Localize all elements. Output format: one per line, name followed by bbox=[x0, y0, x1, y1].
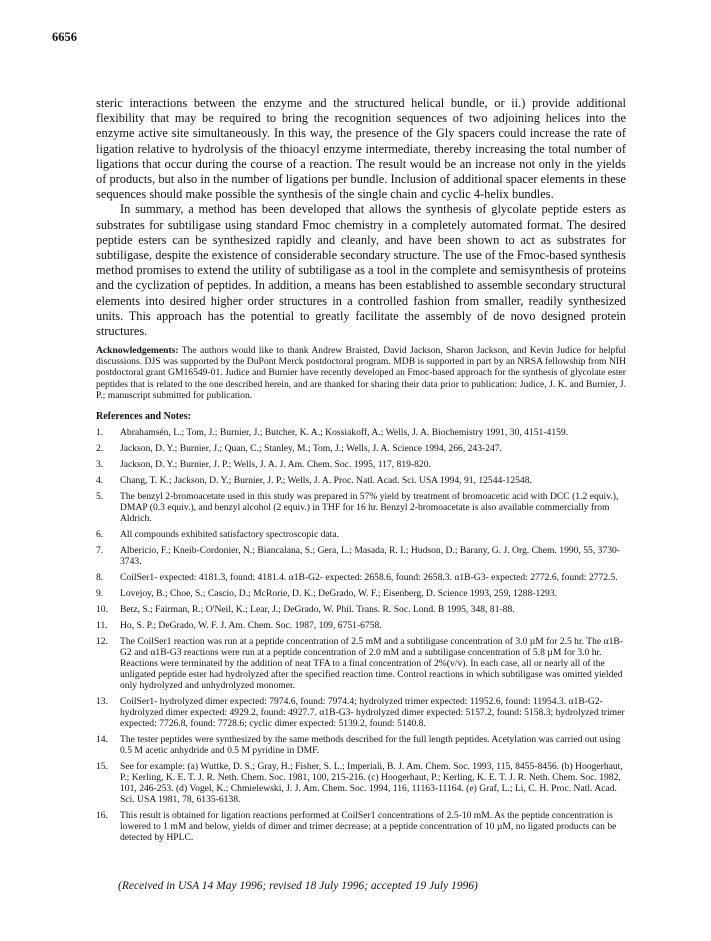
reference-item bbox=[96, 545, 626, 567]
reference-number: 3. bbox=[96, 459, 104, 470]
reference-number: 4. bbox=[96, 475, 104, 486]
reference-text: Ho, S. P.; DeGrado, W. F. J. Am. Chem. Soc. 1987, 109, 6751-6758. bbox=[120, 620, 382, 631]
reference-number: 6. bbox=[96, 529, 104, 540]
reference-number: 7. bbox=[96, 545, 104, 556]
reference-item bbox=[96, 604, 626, 615]
reference-text: Jackson, D. Y.; Burnier, J. P.; Wells, J. A. J. Am. Chem. Soc. 1995, 117, 819-820. bbox=[120, 459, 431, 470]
reference-text: The CoilSer1 reaction was run at a peptide concentration of 2.5 mM and a subtiligase concentration of 3.0 µM for 2.5 hr. The α1B-G2 and α1B-G3 reactions were run at a peptide concentration of 2.0 mM and a subtiligase concentration of 5.8 µM for 3.0 hr. Reactions were terminated by the addition of neat TFA to a final concentration of 2%(v/v). In each case, all or nearly all of the unligated peptide ester had hydrolyzed after the specified reaction time. Control reactions in which subtiligase was omitted yielded only hydrolyzed and unhydrolyzed monomer. bbox=[120, 636, 623, 691]
reference-number: 8. bbox=[96, 572, 104, 583]
reference-item bbox=[96, 696, 626, 729]
reference-number: 9. bbox=[96, 588, 104, 599]
reference-item bbox=[96, 427, 626, 438]
reference-text: Albericio, F.; Kneib-Cordonier, N.; Biancalana, S.; Gera, L.; Masada, R. I.; Hudson, D.; Barany, G. J. Org. Chem. 1990, 55, 3730-3743. bbox=[120, 545, 621, 567]
reference-text: All compounds exhibited satisfactory spectroscopic data. bbox=[120, 529, 339, 540]
reference-text: The benzyl 2-bromoacetate used in this study was prepared in 57% yield by treatment of bromoacetic acid with DCC (1.2 equiv.), DMAP (0.3 equiv.), and benzyl alcohol (2 equiv.) in THF for 16 hr. Benzyl 2-bromoacetate is also available commercially from Aldrich. bbox=[120, 491, 619, 524]
reference-text: Lovejoy, B.; Choe, S.; Cascio, D.; McRorie, D. K.; DeGrado, W. F.; Eisenberg, D. Science 1993, 259, 1288-1293. bbox=[120, 588, 558, 599]
reference-number: 10. bbox=[96, 604, 108, 615]
paragraph-1: steric interactions between the enzyme and the structured helical bundle, or ii.) provide additional flexibility that may be required to bring the recognition sequences of two adjoining helices into the enzyme active site simultaneously. In this way, the presence of the Gly spacers could increase the rate of ligation relative to hydrolysis of the thioacyl enzyme intermediate, thereby increasing the total number of ligations that occur during the course of a reaction. The result would be an increase not only in the yields of products, but also in the number of ligations per bundle. Inclusion of additional spacer elements in these sequences should make possible the synthesis of the single chain and cyclic 4-helix bundles. bbox=[96, 96, 626, 202]
reference-item bbox=[96, 588, 626, 599]
page-number: 6656 bbox=[52, 30, 77, 44]
reference-item bbox=[96, 734, 626, 756]
body-text bbox=[96, 96, 626, 339]
reference-text: Jackson, D. Y.; Burnier, J.; Quan, C.; Stanley, M.; Tom, J.; Wells, J. A. Science 1994, 266, 243-247. bbox=[120, 443, 502, 454]
reference-text: CoilSer1- expected: 4181.3, found: 4181.4. α1B-G2- expected: 2658.6, found: 2658.3. α1B-G3- expected: 2772.6, found: 2772.5. bbox=[120, 572, 618, 583]
reference-number: 11. bbox=[96, 620, 108, 631]
reference-item bbox=[96, 459, 626, 470]
reference-number: 2. bbox=[96, 443, 104, 454]
reference-item bbox=[96, 491, 626, 524]
acknowledgements-text: The authors would like to thank Andrew Braisted, David Jackson, Sharon Jackson, and Kevin Judice for helpful discussions. DJS was supported by the DuPont Merck postdoctoral program. MDB is supported in part by an NRSA fellowship from NIH postdoctoral grant GM16549-01. Judice and Burnier have recently developed an Fmoc-based approach for the synthesis of glycolate ester peptides that is related to the one described herein, and are thanked for sharing their data prior to publication: Judice, J. K. and Burnier, J. P.; manuscript submitted for publication. bbox=[96, 345, 626, 401]
reference-number: 15. bbox=[96, 761, 108, 772]
paragraph-2: In summary, a method has been developed that allows the synthesis of glycolate peptide esters as substrates for subtiligase using standard Fmoc chemistry in a completely automated format. The desired peptide esters can be synthesized rapidly and cleanly, and have been shown to act as substrates for subtiligase, despite the existence of considerable secondary structure. The use of the Fmoc-based synthesis method promises to extend the utility of subtiligase as a tool in the complete and semisynthesis of proteins and the cyclization of peptides. In addition, a means has been established to assemble secondary structural elements into desired higher order structures in a controlled fashion from smaller, readily synthesized units. This approach has the potential to greatly facilitate the assembly of de novo designed protein structures. bbox=[96, 202, 626, 339]
reference-number: 13. bbox=[96, 696, 108, 707]
reference-item bbox=[96, 443, 626, 454]
acknowledgements-heading: Acknowledgements: bbox=[96, 345, 179, 356]
reference-text: CoilSer1- hydrolyzed dimer expected: 7974.6, found: 7974.4; hydrolyzed trimer expected: 11952.6, found: 11954.3. α1B-G2- hydrolyzed dimer expected: 4929.2, found: 4927.7. α1B-G3- hydrolyzed dimer expected: 5157.2, found: 5158.3; hydrolyzed trimer expected: 7726.8, found: 7728.6; cyclic dimer expected: 5139.2, found: 5140.8. bbox=[120, 696, 625, 729]
reference-item bbox=[96, 761, 626, 805]
reference-item bbox=[96, 529, 626, 540]
reference-text: Abrahamsén, L.; Tom, J.; Burnier, J.; Butcher, K. A.; Kossiakoff, A.; Wells, J. A. Biochemistry 1991, 30, 4151-4159. bbox=[120, 427, 569, 438]
reference-item bbox=[96, 636, 626, 691]
reference-number: 5. bbox=[96, 491, 104, 502]
reference-number: 12. bbox=[96, 636, 108, 647]
received-dates: (Received in USA 14 May 1996; revised 18 July 1996; accepted 19 July 1996) bbox=[118, 880, 478, 892]
references-list bbox=[96, 427, 626, 848]
reference-item bbox=[96, 572, 626, 583]
reference-text: The tester peptides were synthesized by the same methods described for the full length peptides. Acetylation was carried out using 0.5 M acetic anhydride and 0.5 M pyridine in DMF. bbox=[120, 734, 621, 756]
reference-text: Chang, T. K.; Jackson, D. Y.; Burnier, J. P.; Wells, J. A. Proc. Natl. Acad. Sci. USA 1994, 91, 12544-12548. bbox=[120, 475, 532, 486]
reference-number: 16. bbox=[96, 810, 108, 821]
reference-number: 14. bbox=[96, 734, 108, 745]
reference-text: This result is obtained for ligation reactions performed at CoilSer1 concentrations of 2.5-10 mM. As the peptide concentration is lowered to 1 mM and below, yields of dimer and trimer decrease; at a peptide concentration of 10 µM, no ligated products can be detected by HPLC. bbox=[120, 810, 617, 843]
reference-item bbox=[96, 810, 626, 843]
acknowledgements bbox=[96, 345, 626, 401]
reference-text: Betz, S.; Fairman, R.; O'Neil, K.; Lear, J.; DeGrado, W. Phil. Trans. R. Soc. Lond. B 1995, 348, 81-88. bbox=[120, 604, 515, 615]
reference-item bbox=[96, 620, 626, 631]
reference-text: See for example: (a) Wuttke, D. S.; Gray, H.; Fisher, S. L.; Imperiali, B. J. Am. Chem. Soc. 1993, 115, 8455-8456. (b) Hoogerhaut, P.; Kerling, K. E. T. J. R. Neth. Chem. Soc. 1981, 100, 215-216. (c) Hoogerhaut, P.; Kerling, K. E. T. J. R. Neth. Chem. Soc. 1982, 101, 246-253. (d) Vogel, K.; Chmielewski, J. J. Am. Chem. Soc. 1994, 116, 11163-11164. (e) Graf, L.; Li, C. H. Proc. Natl. Acad. Sci. USA 1981, 78, 6135-6138. bbox=[120, 761, 623, 805]
reference-number: 1. bbox=[96, 427, 104, 438]
reference-item bbox=[96, 475, 626, 486]
references-title: References and Notes: bbox=[96, 411, 191, 422]
